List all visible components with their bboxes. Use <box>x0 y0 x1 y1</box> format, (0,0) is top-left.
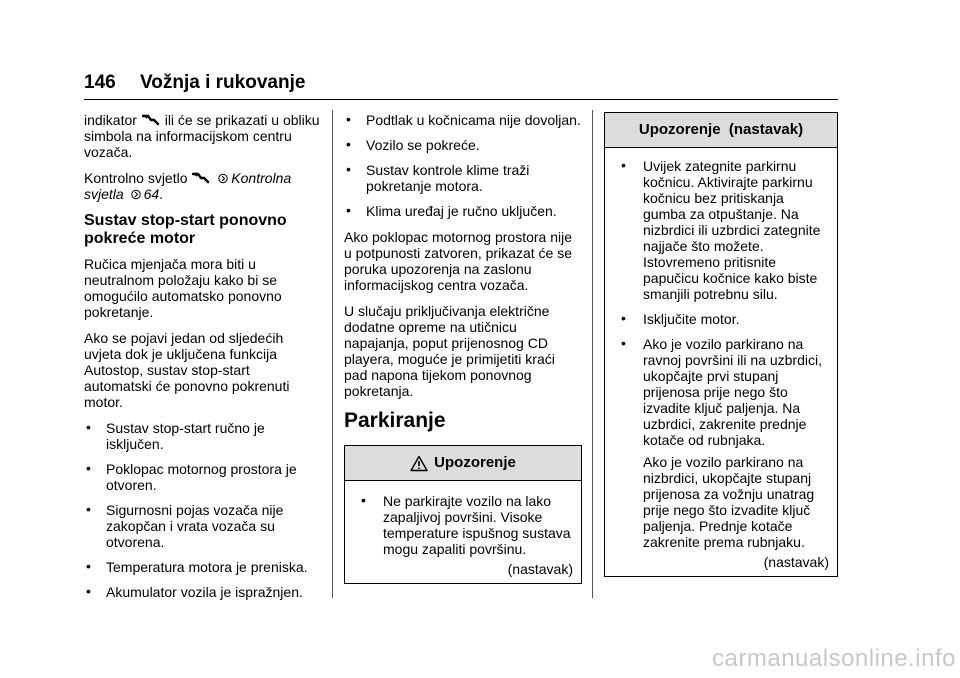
list-item-text: Podtlak u kočnicama nije dovoljan. <box>366 112 581 128</box>
list-item-text: Ne parkirajte vozilo na lako zapaljivoj površini. Visoke temperature ispušnog sustava mogu zapaliti površinu. <box>383 493 571 557</box>
bullet: • <box>621 157 626 173</box>
bullet: • <box>86 583 91 599</box>
column-3 <box>604 112 838 577</box>
lamp-reference <box>84 170 320 202</box>
continued-label: (nastavak) <box>507 561 573 577</box>
list-item-text: Uvijek zategnite parkirnu kočnicu. Aktivirajte parkirnu kočnicu bez pritiskanja gumba za otpuštanje. Na nizbrdici ili uzbrdici zategnite najjače što možete. Istovremeno pritisnite papučicu kočnice kako biste smanjili potrebnu silu. <box>643 158 821 302</box>
list-item <box>344 162 582 194</box>
condition-list <box>344 112 582 219</box>
page-number: 146 <box>84 72 116 93</box>
intro-text-end: ili će se prikazati u obliku simbola na informacijskom centru vozača. <box>84 112 320 160</box>
bullet: • <box>346 161 351 177</box>
warning-header <box>605 113 837 148</box>
bullet: • <box>346 111 351 127</box>
header-divider <box>84 99 838 100</box>
bullet: • <box>86 558 91 574</box>
column-divider <box>592 110 593 598</box>
section-heading: Sustav stop-start ponovno pokreće motor <box>84 212 287 247</box>
reference-end: . <box>159 186 164 202</box>
bullet: • <box>346 136 351 152</box>
warning-box <box>604 112 838 577</box>
list-item-text: Vozilo se pokreće. <box>366 137 480 153</box>
warning-box <box>344 445 582 584</box>
list-item <box>344 203 582 219</box>
column-1 <box>84 112 320 610</box>
list-item <box>84 559 320 575</box>
warning-list <box>359 493 573 557</box>
list-item <box>84 584 320 600</box>
bullet: • <box>621 310 626 326</box>
list-item <box>619 158 829 302</box>
intro-text-start: indikator <box>84 112 137 128</box>
paragraph: Ako se pojavi jedan od sljedećih uvjeta dok je uključena funkcija Autostop, sustav stop-start automatski će ponovno pokrenuti motor. <box>84 330 290 410</box>
continued-label: (nastavak) <box>763 554 829 570</box>
list-item-text: Ako je vozilo parkirano na ravnoj površini ili na uzbrdici, ukopčajte prvi stupanj prijenosa prije nego što izvadite ključ paljenja. Na uzbrdici, zakrenite prednje kotače od rubnjaka. <box>643 336 822 448</box>
warning-title: Upozorenje <box>434 454 516 471</box>
list-item <box>84 502 320 550</box>
list-item <box>619 336 829 448</box>
reference-page-number[interactable]: 64 <box>143 186 160 202</box>
warning-body <box>345 481 581 583</box>
column-divider <box>332 110 333 598</box>
list-item-text: Sigurnosni pojas vozača nije zakopčan i vrata vozača su otvorena. <box>106 502 284 550</box>
list-item <box>619 311 829 327</box>
paragraph: U slučaju priključivanja električne dodatne opreme na utičnicu napajanja, poput prijenosnog CD playera, moguće je primijetiti kraći pad napona tijekom ponovnog pokretanja. <box>344 303 555 399</box>
list-item <box>344 137 582 153</box>
condition-list <box>84 420 320 600</box>
intro-paragraph <box>84 112 320 160</box>
list-item-text: Sustav kontrole klime traži pokretanje motora. <box>366 162 530 194</box>
section-title: Parkiranje <box>344 409 446 432</box>
stop-start-indicator-icon <box>192 172 210 184</box>
bullet: • <box>86 501 91 517</box>
list-item <box>84 461 320 493</box>
column-2 <box>344 112 582 584</box>
list-item <box>344 112 582 128</box>
list-item-text: Akumulator vozila je ispražnjen. <box>106 584 303 600</box>
paragraph: Ručica mjenjača mora biti u neutralnom položaju kako bi se omogućilo automatsko ponovno pokretanje. <box>84 256 282 320</box>
bullet: • <box>86 460 91 476</box>
list-item-text: Sustav stop-start ručno je isključen. <box>106 420 265 452</box>
reference-link[interactable]: Kontrolna svjetla <box>84 170 292 202</box>
list-item-text: Temperatura motora je preniska. <box>106 559 308 575</box>
list-item <box>84 420 320 452</box>
page-title: Vožnja i rukovanje <box>140 72 306 93</box>
paragraph: Ako poklopac motornog prostora nije u potpunosti zatvoren, prikazat će se poruka upozorenja na zaslonu informacijskog centra vozača. <box>344 229 573 293</box>
page-reference-icon <box>218 173 228 184</box>
warning-header <box>345 446 581 481</box>
warning-sub-paragraph: Ako je vozilo parkirano na nizbrdici, ukopčajte stupanj prijenosa za vožnju unatrag prije nego što izvadite ključ paljenja. Prednje kotače zakrenite prema rubnjaku. <box>643 454 815 550</box>
list-item <box>359 493 573 557</box>
bullet: • <box>346 202 351 218</box>
bullet: • <box>361 492 366 508</box>
bullet: • <box>621 335 626 351</box>
list-item-text: Klima uređaj je ručno uključen. <box>366 203 557 219</box>
page-header <box>84 72 838 98</box>
page-reference-icon <box>131 189 141 200</box>
warning-body <box>605 148 837 576</box>
warning-triangle-icon <box>410 455 428 472</box>
bullet: • <box>86 419 91 435</box>
list-item-text: Poklopac motornog prostora je otvoren. <box>106 461 297 493</box>
warning-list <box>619 158 829 448</box>
lamp-text: Kontrolno svjetlo <box>84 170 188 186</box>
watermark: carmanualsonline.info <box>712 645 956 672</box>
list-item-text: Isključite motor. <box>643 311 740 327</box>
warning-title: Upozorenje (nastavak) <box>638 121 804 138</box>
stop-start-indicator-icon <box>142 114 160 126</box>
